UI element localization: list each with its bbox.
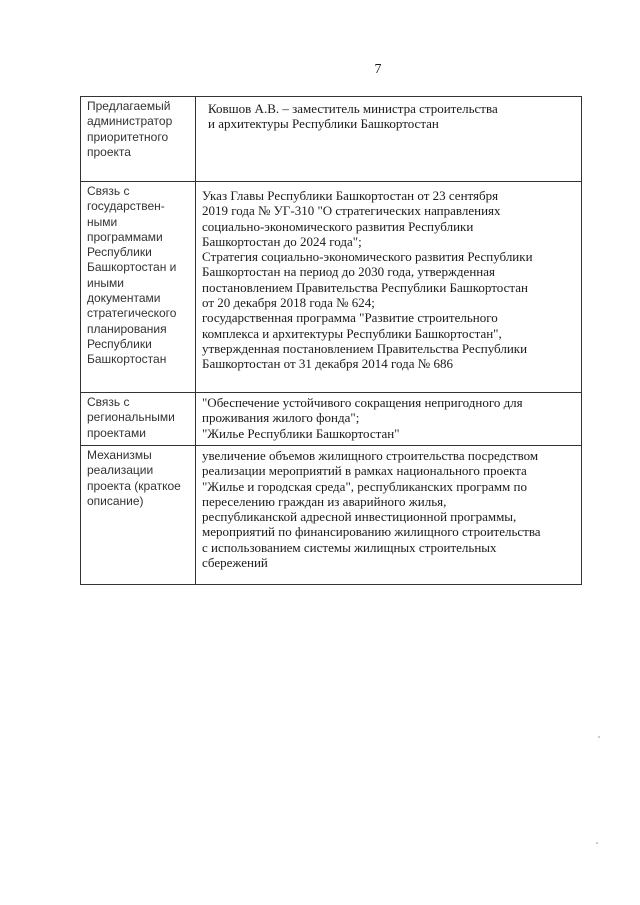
value-line: "Жилье Республики Башкортостан" [202, 425, 400, 441]
value-line: Башкортостан до 2024 года"; [202, 233, 362, 249]
value-line: Ковшов А.В. – заместитель министра строительства [208, 101, 498, 116]
value-line: переселению граждан из аварийного жилья, [202, 493, 447, 509]
label-line: реализации [87, 463, 154, 478]
value-line: с использованием системы жилищных строительных [202, 539, 497, 555]
row-label [81, 393, 196, 446]
value-line: комплекса и архитектуры Республики Башкортостан", [202, 325, 502, 341]
row-value [196, 446, 582, 585]
label-line: региональными [87, 410, 175, 425]
row-label [81, 446, 196, 585]
label-line: программами [87, 229, 163, 244]
label-line: Механизмы [87, 448, 152, 462]
value-line: и архитектуры Республики Башкортостан [208, 116, 439, 132]
label-line: Республики [87, 336, 152, 351]
page-number: 7 [374, 62, 382, 77]
label-line: Связь с [87, 184, 130, 198]
value-line: Стратегия социально-экономического развития Республики [202, 249, 533, 265]
label-line: администратор [87, 114, 173, 129]
value-line: 2019 года № УГ-310 "О стратегических направлениях [202, 203, 501, 219]
row-value [196, 97, 582, 182]
value-line: республиканской адресной инвестиционной программы, [202, 509, 517, 525]
value-line: государственная программа "Развитие строительного [202, 310, 498, 326]
value-line: реализации мероприятий в рамках национального проекта [202, 463, 527, 479]
value-line: от 20 декабря 2018 года № 624; [202, 295, 375, 311]
label-line: иными [87, 275, 124, 290]
row-value [196, 393, 582, 446]
label-line: Республики [87, 245, 152, 260]
value-line: сбережений [202, 555, 268, 571]
label-line: проектами [87, 425, 146, 440]
label-line: приоритетного [87, 129, 169, 144]
row-label [81, 97, 196, 182]
label-line: документами [87, 291, 161, 306]
label-line: Башкортостан и [87, 260, 177, 275]
table-row-administrator [81, 97, 582, 182]
value-line: утвержденная постановлением Правительства Республики [202, 340, 528, 356]
table-row-regional-projects [81, 393, 582, 446]
label-line: стратегического [87, 306, 177, 321]
value-line: постановлением Правительства Республики Башкортостан [202, 279, 528, 295]
value-line: Башкортостан на период до 2030 года, утвержденная [202, 264, 495, 280]
value-line: "Обеспечение устойчивого сокращения непригодного для [202, 395, 523, 410]
row-label [81, 182, 196, 393]
value-line: Указ Главы Республики Башкортостан от 23 сентября [202, 188, 499, 203]
value-line: "Жилье и городская среда", республиканских программ по [202, 478, 527, 494]
label-line: Связь с [87, 395, 130, 409]
label-line: проекта [87, 144, 131, 159]
value-line: увеличение объемов жилищного строительства посредством [202, 448, 539, 463]
value-line: мероприятий по финансированию жилищного строительства [202, 524, 541, 540]
value-line: социально-экономического развития Республики [202, 218, 474, 234]
label-line: ными [87, 214, 118, 229]
table-row-mechanisms [81, 446, 582, 585]
label-line: описание) [87, 493, 144, 508]
label-line: планирования [87, 321, 167, 336]
scan-speck [598, 736, 600, 738]
label-line: Башкортостан [87, 352, 167, 367]
project-passport-table [80, 96, 582, 585]
scan-speck [596, 842, 598, 844]
value-line: Башкортостан от 31 декабря 2014 года № 686 [202, 356, 453, 372]
label-line: Предлагаемый [87, 99, 171, 113]
value-line: проживания жилого фонда"; [202, 410, 360, 426]
label-line: государствен- [87, 199, 165, 214]
row-value [196, 182, 582, 393]
label-line: проекта (краткое [87, 478, 181, 493]
table-row-state-programs [81, 182, 582, 393]
